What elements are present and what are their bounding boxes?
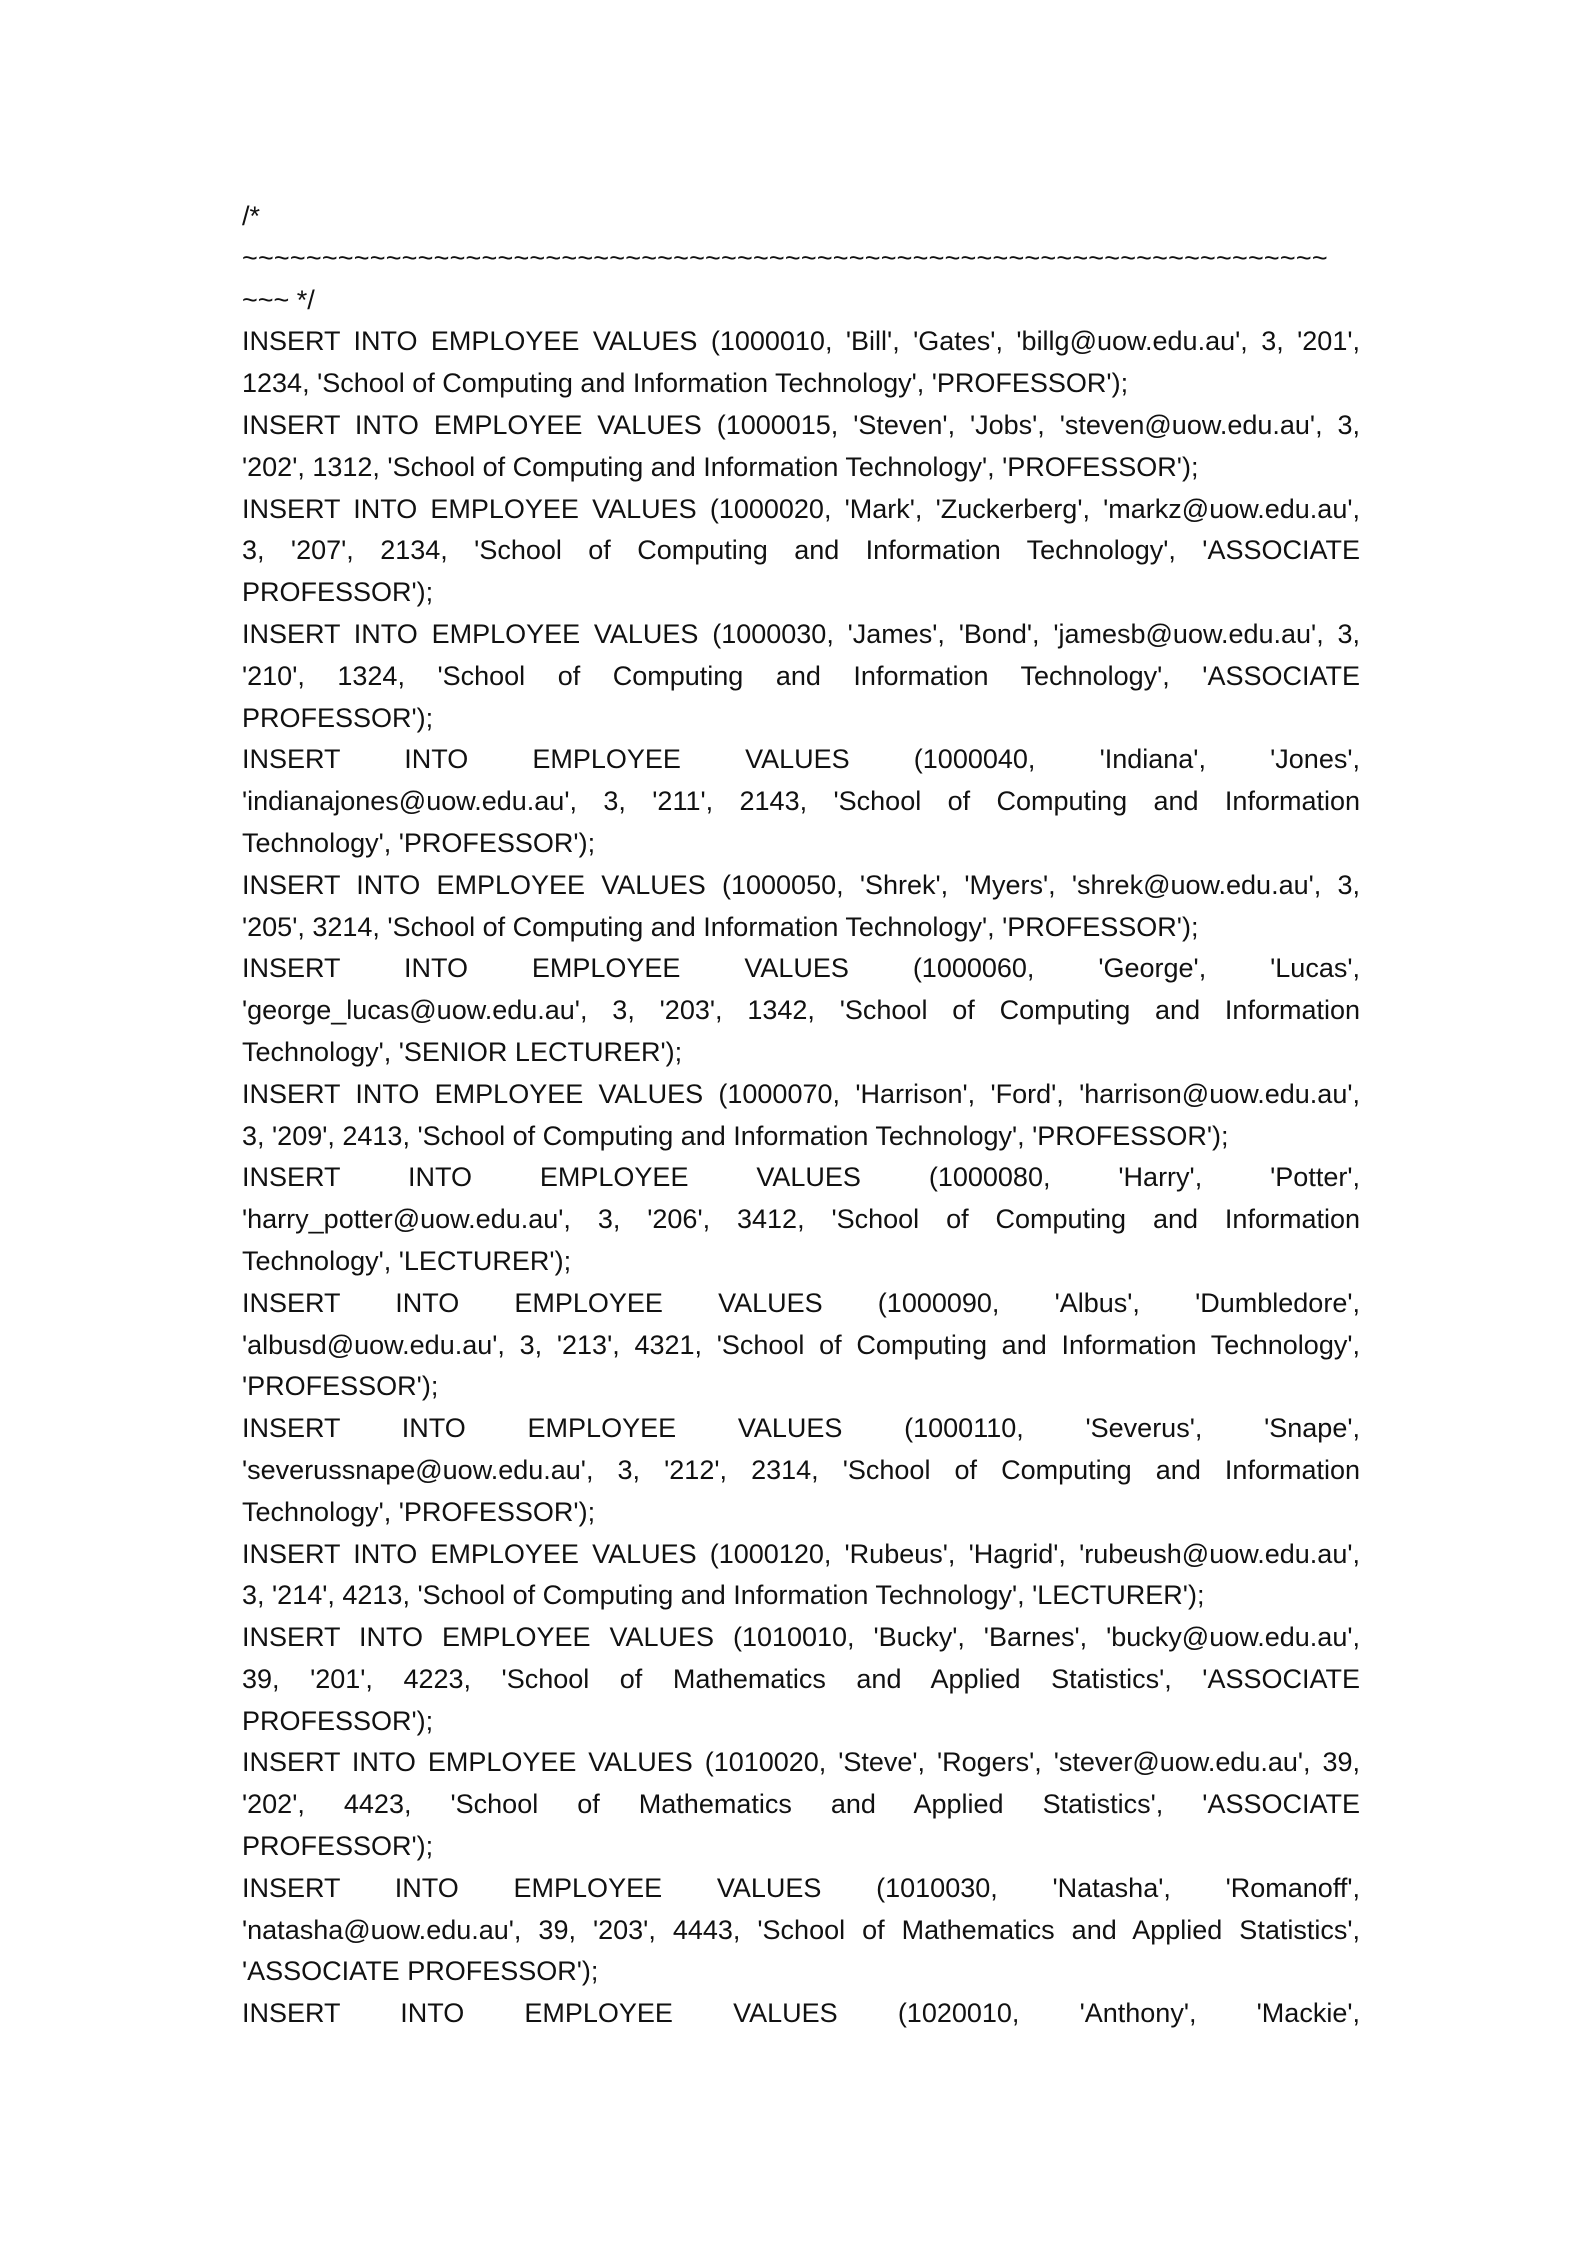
sql-text-line: INSERT INTO EMPLOYEE VALUES (1000060, 'George', 'Lucas', [242, 953, 1360, 984]
sql-text-line: 39, '201', 4223, 'School of Mathematics and Applied Statistics', 'ASSOCIATE [242, 1663, 1360, 1694]
sql-text-line: Technology', 'PROFESSOR'); [242, 1496, 596, 1527]
sql-text-line: INSERT INTO EMPLOYEE VALUES (1000010, 'Bill', 'Gates', 'billg@uow.edu.au', 3, '201', [242, 326, 1360, 357]
comment-close: ~~~ */ [242, 284, 315, 315]
sql-text-line: PROFESSOR'); [242, 577, 434, 608]
sql-text-line: Technology', 'LECTURER'); [242, 1245, 572, 1276]
sql-text-line: INSERT INTO EMPLOYEE VALUES (1000050, 'Shrek', 'Myers', 'shrek@uow.edu.au', 3, [242, 869, 1360, 900]
sql-text-line: 'severussnape@uow.edu.au', 3, '212', 2314, 'School of Computing and Information [242, 1454, 1360, 1485]
sql-text-line: PROFESSOR'); [242, 1705, 434, 1736]
sql-text-line: PROFESSOR'); [242, 1831, 434, 1862]
sql-text-line: 1234, 'School of Computing and Information Technology', 'PROFESSOR'); [242, 368, 1129, 399]
sql-text-line: Technology', 'PROFESSOR'); [242, 827, 596, 858]
sql-text-line: INSERT INTO EMPLOYEE VALUES (1000030, 'James', 'Bond', 'jamesb@uow.edu.au', 3, [242, 618, 1360, 649]
sql-text-line: 'albusd@uow.edu.au', 3, '213', 4321, 'School of Computing and Information Technology', [242, 1329, 1360, 1360]
comment-tilde-rule: ~~~~~~~~~~~~~~~~~~~~~~~~~~~~~~~~~~~~~~~~~~~~~~~~~~~~~~~~~~~~~~~~~~~~ [242, 242, 1328, 273]
sql-text-line: '202', 1312, 'School of Computing and Information Technology', 'PROFESSOR'); [242, 451, 1199, 482]
sql-text-line: '205', 3214, 'School of Computing and Information Technology', 'PROFESSOR'); [242, 911, 1199, 942]
comment-open: /* [242, 201, 261, 231]
sql-text-line: '210', 1324, 'School of Computing and Information Technology', 'ASSOCIATE [242, 660, 1360, 691]
sql-text-line: 'ASSOCIATE PROFESSOR'); [242, 1956, 599, 1987]
sql-text-line: 'indianajones@uow.edu.au', 3, '211', 2143, 'School of Computing and Information [242, 786, 1360, 817]
sql-text-line: 'harry_potter@uow.edu.au', 3, '206', 3412, 'School of Computing and Information [242, 1204, 1360, 1235]
document-page [242, 196, 1360, 2035]
sql-insert-statements [242, 321, 1360, 2035]
sql-text-line: INSERT INTO EMPLOYEE VALUES (1010030, 'Natasha', 'Romanoff', [242, 1872, 1360, 1903]
sql-text-line: Technology', 'SENIOR LECTURER'); [242, 1036, 683, 1067]
sql-text-line: INSERT INTO EMPLOYEE VALUES (1000040, 'Indiana', 'Jones', [242, 744, 1360, 775]
sql-text-line: '202', 4423, 'School of Mathematics and Applied Statistics', 'ASSOCIATE [242, 1789, 1360, 1820]
sql-text-line: INSERT INTO EMPLOYEE VALUES (1020010, 'Anthony', 'Mackie', [242, 1998, 1360, 2029]
sql-text-line: 3, '214', 4213, 'School of Computing and Information Technology', 'LECTURER'); [242, 1580, 1205, 1611]
sql-text-line: INSERT INTO EMPLOYEE VALUES (1010010, 'Bucky', 'Barnes', 'bucky@uow.edu.au', [242, 1622, 1360, 1653]
sql-text-line: INSERT INTO EMPLOYEE VALUES (1000015, 'Steven', 'Jobs', 'steven@uow.edu.au', 3, [242, 409, 1360, 440]
sql-text-line: INSERT INTO EMPLOYEE VALUES (1000070, 'Harrison', 'Ford', 'harrison@uow.edu.au', [242, 1078, 1360, 1109]
sql-text-line: 'george_lucas@uow.edu.au', 3, '203', 1342, 'School of Computing and Information [242, 995, 1360, 1026]
sql-text-line: INSERT INTO EMPLOYEE VALUES (1000120, 'Rubeus', 'Hagrid', 'rubeush@uow.edu.au', [242, 1538, 1360, 1569]
sql-text-line: 'natasha@uow.edu.au', 39, '203', 4443, 'School of Mathematics and Applied Statistics', [242, 1914, 1360, 1945]
sql-text-line: INSERT INTO EMPLOYEE VALUES (1000090, 'Albus', 'Dumbledore', [242, 1287, 1360, 1318]
sql-text-line: 3, '209', 2413, 'School of Computing and Information Technology', 'PROFESSOR'); [242, 1120, 1229, 1151]
sql-text-line: INSERT INTO EMPLOYEE VALUES (1000020, 'Mark', 'Zuckerberg', 'markz@uow.edu.au', [242, 493, 1360, 524]
sql-text-line: 3, '207', 2134, 'School of Computing and Information Technology', 'ASSOCIATE [242, 535, 1360, 566]
sql-text-line: PROFESSOR'); [242, 702, 434, 733]
sql-text-line: INSERT INTO EMPLOYEE VALUES (1010020, 'Steve', 'Rogers', 'stever@uow.edu.au', 39, [242, 1747, 1360, 1778]
sql-text-line: 'PROFESSOR'); [242, 1371, 439, 1402]
sql-text-line: INSERT INTO EMPLOYEE VALUES (1000110, 'Severus', 'Snape', [242, 1413, 1360, 1444]
sql-text-line: INSERT INTO EMPLOYEE VALUES (1000080, 'Harry', 'Potter', [242, 1162, 1360, 1193]
